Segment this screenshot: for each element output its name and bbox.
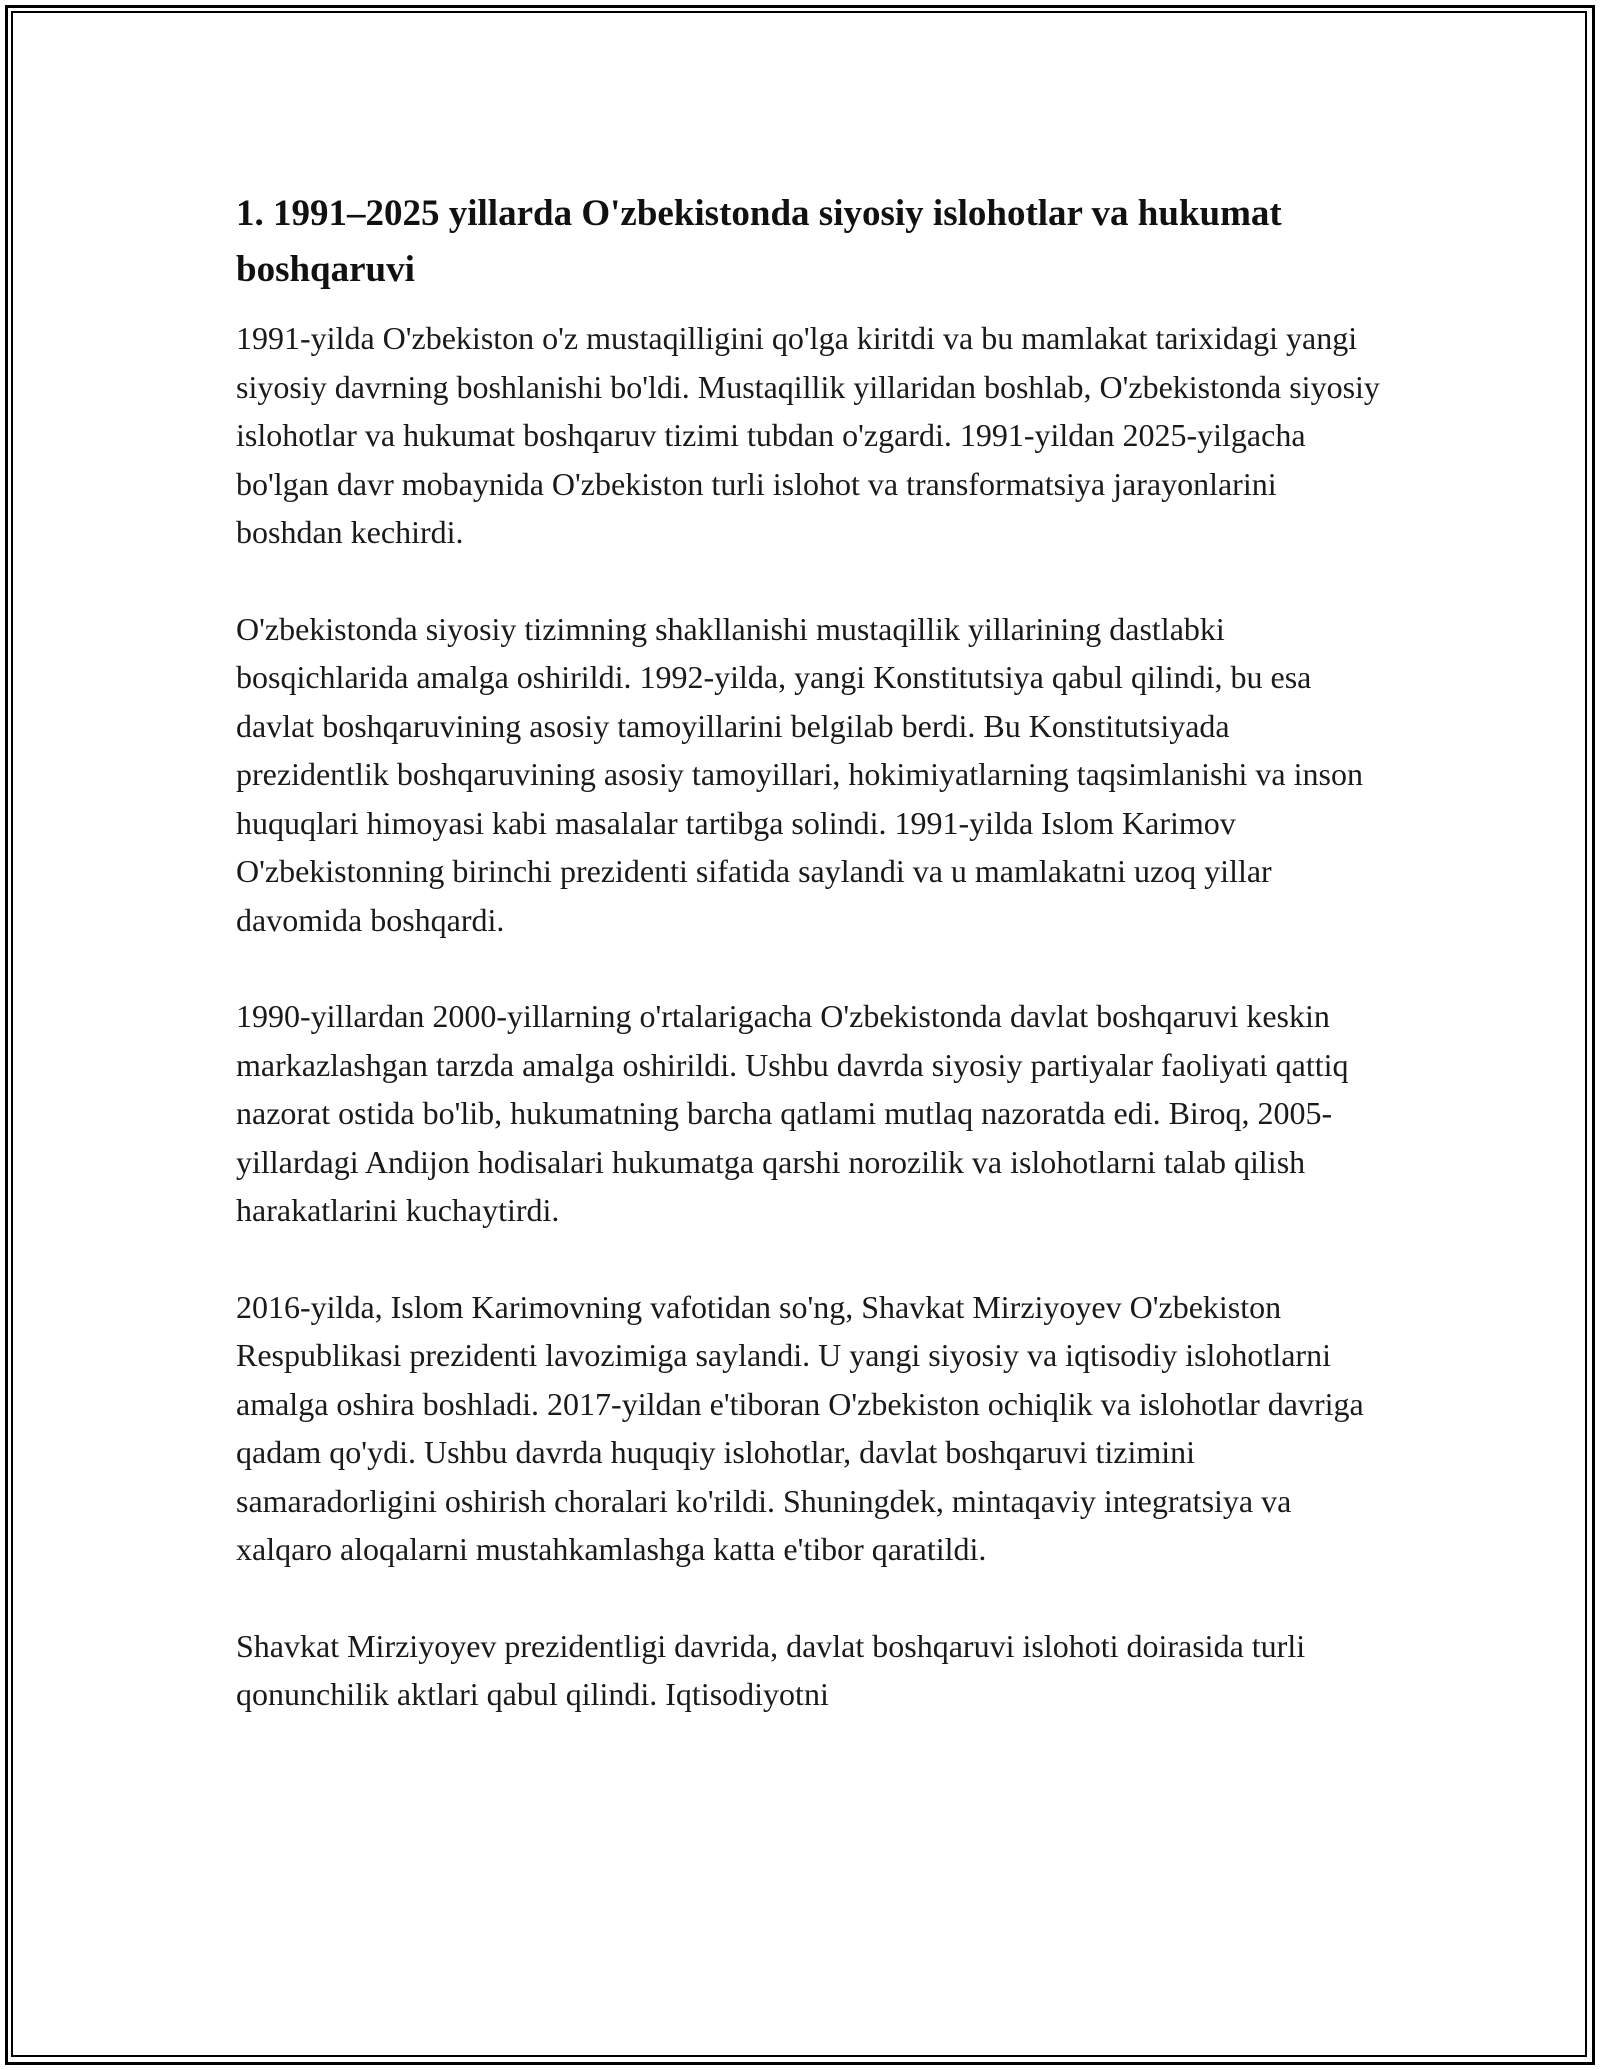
paragraph-4: 2016-yilda, Islom Karimovning vafotidan so'ng, Shavkat Mirziyoyev O'zbekiston Respublikasi prezidenti lavozimiga saylandi. U yangi siyosiy va iqtisodiy islohotlarni amalga oshira boshladi. 2017-yildan e'tiboran O'zbekiston ochiqlik va islohotlar davriga qadam qo'ydi. Ushbu davrda huquqiy islohotlar, davlat boshqaruvi tizimini samaradorligini oshirish choralari ko'rildi. Shuningdek, mintaqaviy integratsiya va xalqaro aloqalarni mustahkamlashga katta e'tibor qaratildi.: [236, 1288, 1364, 1567]
paragraph-3: 1990-yillardan 2000-yillarning o'rtalarigacha O'zbekistonda davlat boshqaruvi keskin markazlashgan tarzda amalga oshirildi. Ushbu davrda siyosiy partiyalar faoliyati qattiq nazorat ostida bo'lib, hukumatning barcha qatlami mutlaq nazoratda edi. Biroq, 2005-yillardagi Andijon hodisalari hukumatga qarshi norozilik va islohotlarni talab qilish harakatlarini kuchaytirdi.: [236, 998, 1349, 1228]
section-heading: 1. 1991–2025 yillarda O'zbekistonda siyosiy islohotlar va hukumat boshqaruvi: [236, 193, 1282, 290]
document-body: [236, 186, 1386, 1767]
paragraph-2: O'zbekistonda siyosiy tizimning shakllanishi mustaqillik yillarining dastlabki bosqichlarida amalga oshirildi. 1992-yilda, yangi Konstitutsiya qabul qilindi, bu esa davlat boshqaruvining asosiy tamoyillarini belgilab berdi. Bu Konstitutsiyada prezidentlik boshqaruvining asosiy tamoyillari, hokimiyatlarning taqsimlanishi va inson huquqlari himoyasi kabi masalalar tartibga solindi. 1991-yilda Islom Karimov O'zbekistonning birinchi prezidenti sifatida saylandi va u mamlakatni uzoq yillar davomida boshqardi.: [236, 610, 1363, 938]
paragraph-1: 1991-yilda O'zbekiston o'z mustaqilligini qo'lga kiritdi va bu mamlakat tarixidagi yangi siyosiy davrning boshlanishi bo'ldi. Mustaqillik yillaridan boshlab, O'zbekistonda siyosiy islohotlar va hukumat boshqaruv tizimi tubdan o'zgardi. 1991-yildan 2025-yilgacha bo'lgan davr mobaynida O'zbekiston turli islohot va transformatsiya jarayonlarini boshdan kechirdi.: [236, 320, 1380, 550]
paragraph-5: Shavkat Mirziyoyev prezidentligi davrida, davlat boshqaruvi islohoti doirasida turli qonunchilik aktlari qabul qilindi. Iqtisodiyotni: [236, 1627, 1306, 1712]
